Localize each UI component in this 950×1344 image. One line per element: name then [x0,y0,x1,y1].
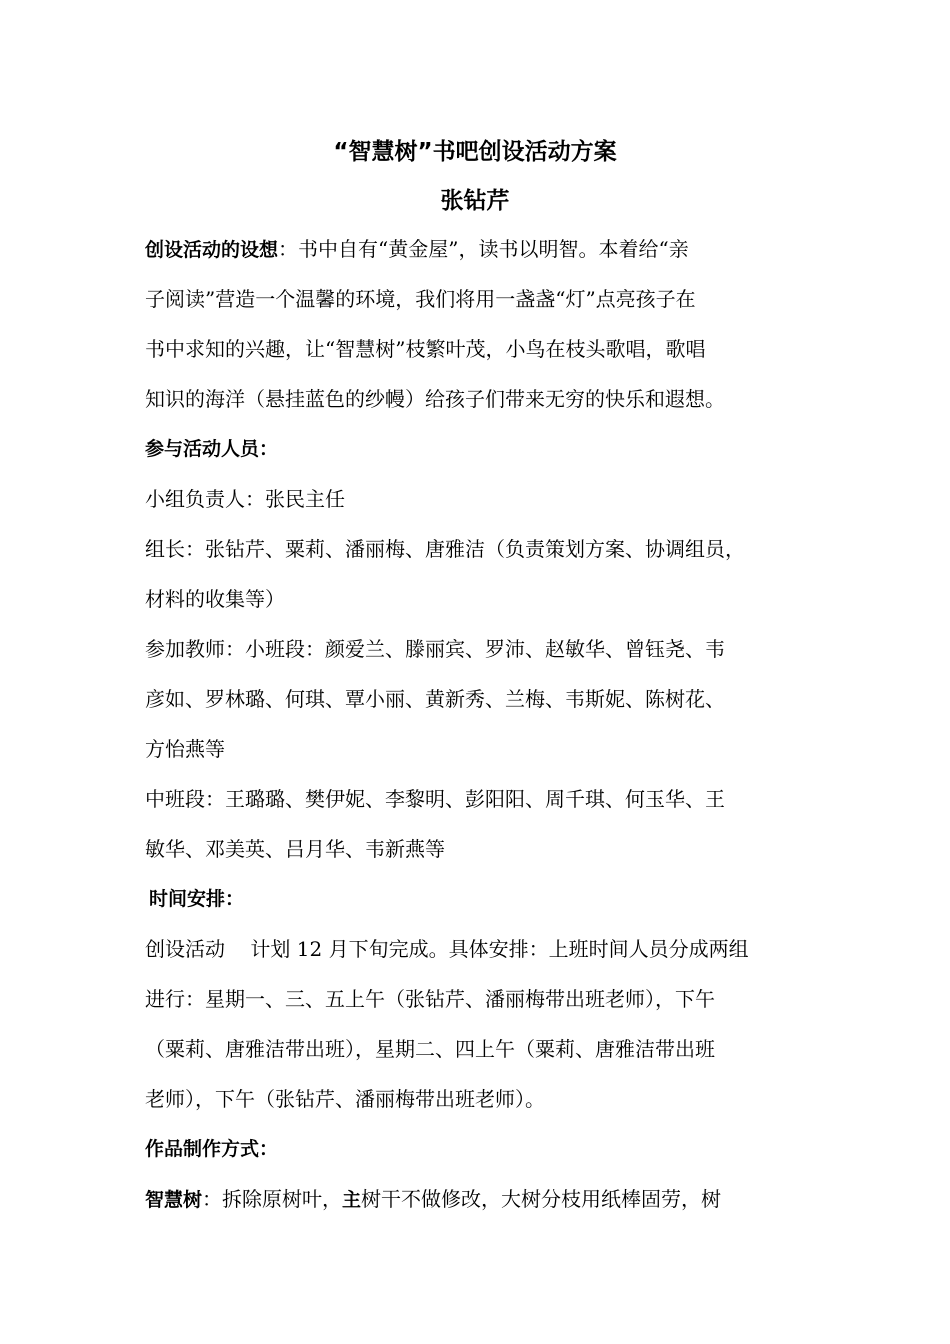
section-label: 创设活动的设想 [145,239,279,261]
section-label: 智慧树 [145,1189,203,1211]
paragraph-line: 知识的海洋（悬挂蓝色的纱幔）给孩子们带来无穷的快乐和遐想。 [145,387,725,411]
paragraph-line [145,234,835,284]
section-heading: 参与活动人员： [145,438,279,460]
paragraph-line: 书中求知的兴趣，让“智慧树”枝繁叶茂，小鸟在枝头歌唱，歌唱 [145,337,706,361]
paragraph-line: 小组负责人：张民主任 [145,487,345,511]
paragraph-line: 材料的收集等） [145,587,285,611]
paragraph-line [145,1184,835,1234]
paragraph-line: 创设活动 计划 12 月下旬完成。具体安排：上班时间人员分成两组 [145,937,749,961]
line-text: ：书中自有“黄金屋”，读书以明智。本着给“亲 [278,237,689,261]
line-text: 树干不做修改，大树分枝用纸棒固劳，树 [361,1187,722,1211]
line-text: ：拆除原树叶， [202,1187,343,1211]
paragraph-line: 子阅读”营造一个温馨的环境，我们将用一盏盏“灯”点亮孩子在 [145,287,696,311]
paragraph-line: 方怡燕等 [145,737,225,761]
paragraph-line: 老师），下午（张钻芹、潘丽梅带出班老师）。 [145,1087,545,1111]
paragraph-line: 组长：张钻芹、粟莉、潘丽梅、唐雅洁（负责策划方案、协调组员， [145,537,745,561]
paragraph-line: 彦如、罗林璐、何琪、覃小丽、黄新秀、兰梅、韦斯妮、陈树花、 [145,687,725,711]
section-heading: 时间安排： [149,888,245,910]
paragraph-line: 中班段：王璐璐、樊伊妮、李黎明、彭阳阳、周千琪、何玉华、王 [145,787,725,811]
emphasis-text: 主 [342,1189,362,1211]
paragraph-line: 敏华、邓美英、吕月华、韦新燕等 [145,837,445,861]
document-body [145,234,835,1234]
section-heading: 作品制作方式： [145,1138,279,1160]
document-title: “智慧树”书吧创设活动方案 [333,139,617,165]
paragraph-line: （粟莉、唐雅洁带出班），星期二、四上午（粟莉、唐雅洁带出班 [145,1037,715,1061]
paragraph-line: 进行：星期一、三、五上午（张钻芹、潘丽梅带出班老师），下午 [145,987,715,1011]
paragraph-line: 参加教师：小班段：颜爱兰、滕丽宾、罗沛、赵敏华、曾钰尧、韦 [145,637,725,661]
document-author: 张钻芹 [440,188,510,214]
